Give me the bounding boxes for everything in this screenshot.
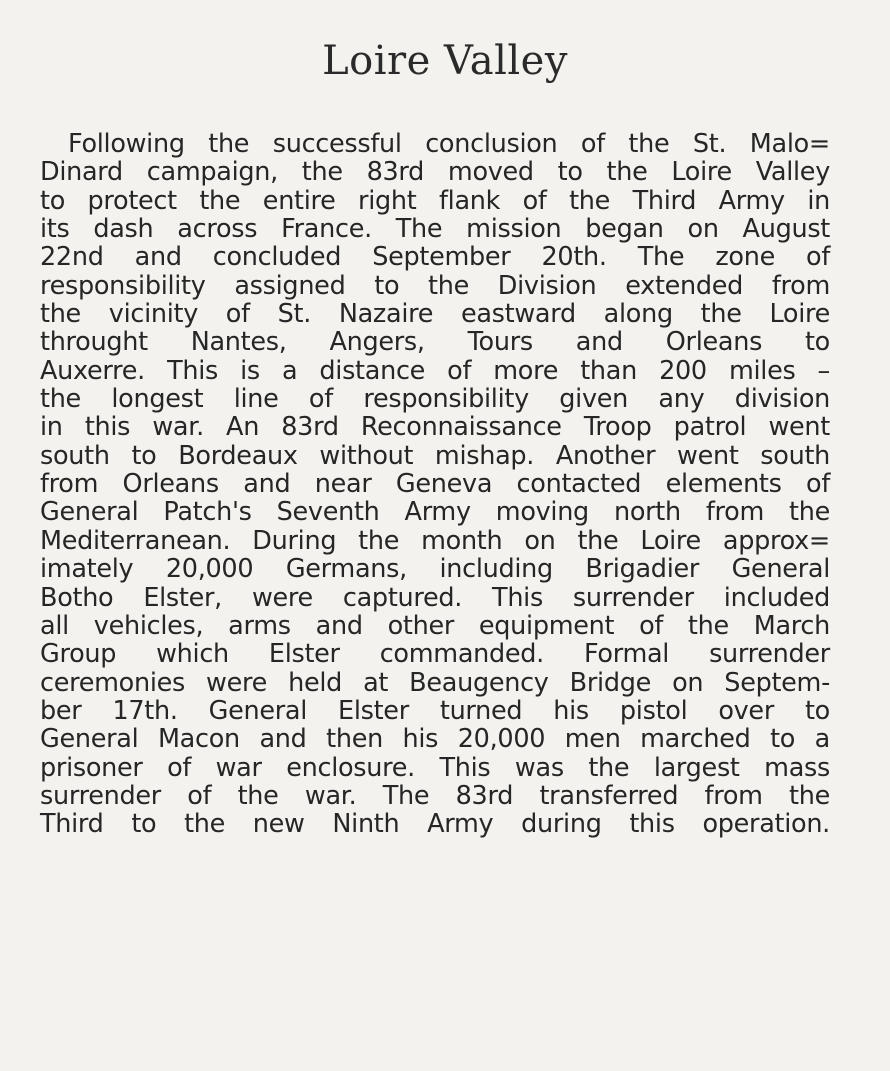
page-title: Loire Valley <box>322 38 568 84</box>
text-line: surrender of the war. The 83rd transferred from the <box>40 780 830 811</box>
text-line: ceremonies were held at Beaugency Bridge on Septem- <box>40 667 830 698</box>
text-line: 22nd and concluded September 20th. The zone of <box>40 242 830 273</box>
text-line: south to Bordeaux without mishap. Another went south <box>40 440 830 471</box>
text-line: its dash across France. The mission began on August <box>40 214 830 245</box>
text-line: Dinard campaign, the 83rd moved to the Loire Valley <box>40 157 830 188</box>
text-line: ber 17th. General Elster turned his pistol over to <box>40 695 830 726</box>
text-line: General Patch's Seventh Army moving north from the <box>40 497 830 528</box>
body-paragraph <box>40 130 830 839</box>
text-line: Mediterranean. During the month on the Loire approx= <box>40 525 830 556</box>
text-line: imately 20,000 Germans, including Brigadier General <box>40 554 830 585</box>
text-line: in this war. An 83rd Reconnaissance Troop patrol went <box>40 412 830 443</box>
text-line: from Orleans and near Geneva contacted elements of <box>40 469 830 500</box>
text-line: Following the successful conclusion of the St. Malo= <box>68 129 830 159</box>
text-line: Botho Elster, were captured. This surrender included <box>40 582 830 613</box>
text-line: the vicinity of St. Nazaire eastward along the Loire <box>40 299 830 330</box>
text-line: throught Nantes, Angers, Tours and Orleans to <box>40 327 830 358</box>
text-line: all vehicles, arms and other equipment of the March <box>40 610 830 641</box>
text-line: responsibility assigned to the Division extended from <box>40 270 830 301</box>
text-line: prisoner of war enclosure. This was the largest mass <box>40 752 830 783</box>
text-line: Auxerre. This is a distance of more than 200 miles – <box>40 355 830 386</box>
text-line: the longest line of responsibility given any division <box>40 384 830 415</box>
text-line: Third to the new Ninth Army during this operation. <box>40 809 830 840</box>
text-line: to protect the entire right flank of the Third Army in <box>40 185 830 216</box>
text-line: General Macon and then his 20,000 men marched to a <box>40 724 830 755</box>
text-line: Group which Elster commanded. Formal surrender <box>40 639 830 670</box>
